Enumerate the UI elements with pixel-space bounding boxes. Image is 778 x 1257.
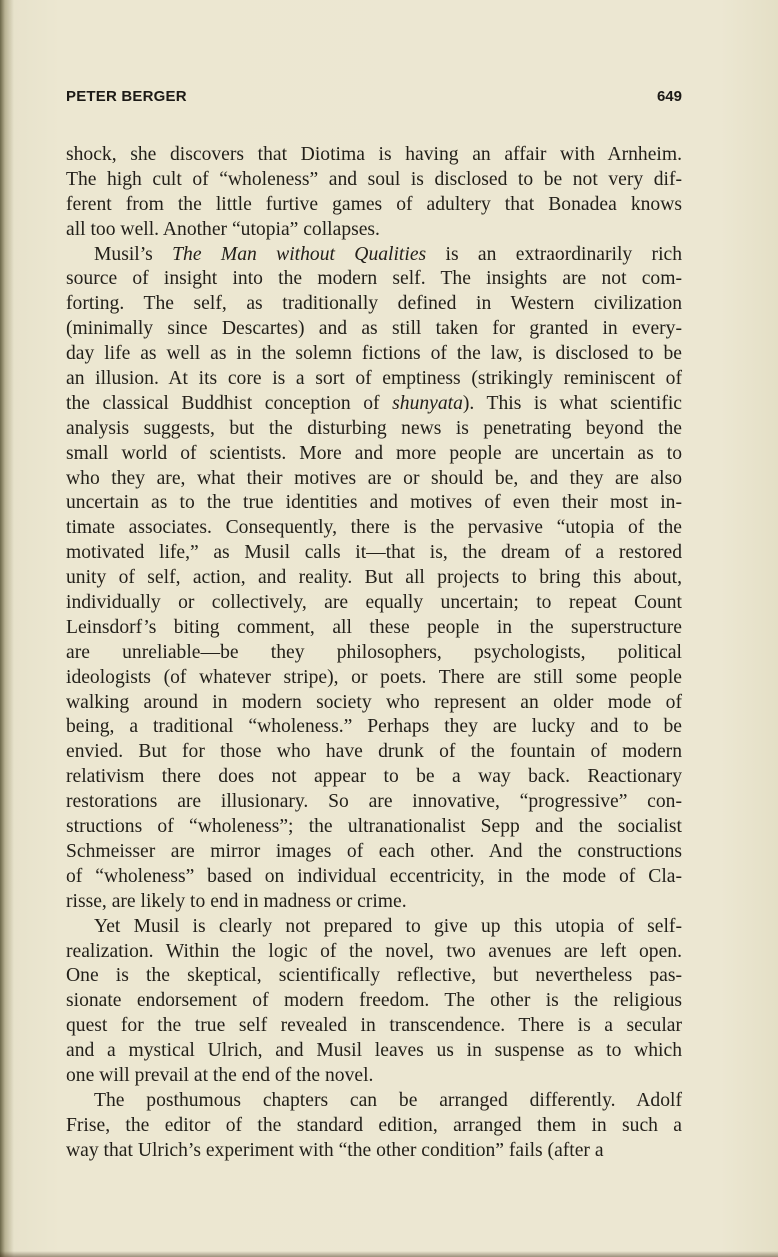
text-line: Frise, the editor of the standard edition, arranged them in such a: [66, 1114, 682, 1136]
text-line: who they are, what their motives are or should be, and they are also: [66, 467, 682, 489]
text-line: The high cult of “wholeness” and soul is disclosed to be not very dif-: [66, 168, 682, 190]
text-line: ferent from the little furtive games of adultery that Bonadea knows: [66, 193, 682, 215]
text-line: all too well. Another “utopia” collapses.: [66, 218, 380, 240]
text-line: sionate endorsement of modern freedom. The other is the religious: [66, 990, 682, 1012]
page-number: 649: [656, 88, 682, 105]
page-edge-shadow: [0, 1251, 778, 1257]
text-line: timate associates. Consequently, there is the pervasive “utopia of the: [66, 517, 682, 539]
body-text: [66, 143, 682, 1164]
text-line: way that Ulrich’s experiment with “the other condition” fails (after a: [66, 1139, 604, 1161]
text-line: source of insight into the modern self. The insights are not com-: [66, 268, 682, 290]
text-line: The posthumous chapters can be arranged differently. Adolf: [94, 1089, 682, 1111]
text-line: one will prevail at the end of the novel.: [66, 1064, 374, 1086]
text-line: Yet Musil is clearly not prepared to give up this utopia of self-: [94, 915, 682, 937]
text-line: Schmeisser are mirror images of each other. And the constructions: [66, 840, 682, 862]
text-line: (minimally since Descartes) and as still taken for granted in every-: [66, 318, 682, 340]
paragraph: [66, 143, 682, 243]
paragraph: [66, 1089, 682, 1164]
text-line: quest for the true self revealed in transcendence. There is a secular: [66, 1015, 682, 1037]
text-line: Musil’s The Man without Qualities is an extraordinarily rich: [94, 243, 683, 265]
text-line: restorations are illusionary. So are innovative, “progressive” con-: [66, 791, 682, 813]
text-line: small world of scientists. More and more people are uncertain as to: [66, 442, 682, 464]
paragraph: [66, 915, 682, 1089]
text-line: walking around in modern society who represent an older mode of: [66, 691, 682, 713]
text-line: day life as well as in the solemn fictions of the law, is disclosed to be: [66, 343, 682, 365]
text-line: structions of “wholeness”; the ultranationalist Sepp and the socialist: [66, 816, 682, 838]
text-line: ideologists (of whatever stripe), or poets. There are still some people: [66, 666, 682, 688]
text-line: relativism there does not appear to be a way back. Reactionary: [66, 766, 682, 788]
text-line: forting. The self, as traditionally defined in Western civilization: [66, 293, 682, 315]
running-head: [66, 88, 682, 110]
text-line: analysis suggests, but the disturbing news is penetrating beyond the: [66, 417, 682, 439]
text-line: being, a traditional “wholeness.” Perhaps they are lucky and to be: [66, 716, 682, 738]
text-line: are unreliable—be they philosophers, psychologists, political: [66, 641, 682, 663]
text-line: risse, are likely to end in madness or crime.: [66, 890, 407, 912]
text-line: motivated life,” as Musil calls it—that is, the dream of a restored: [66, 542, 682, 564]
text-line: uncertain as to the true identities and motives of even their most in-: [66, 492, 682, 514]
text-line: of “wholeness” based on individual eccentricity, in the mode of Cla-: [66, 865, 682, 887]
text-line: Leinsdorf’s biting comment, all these people in the superstructure: [66, 616, 682, 638]
text-line: the classical Buddhist conception of shunyata). This is what scientific: [66, 392, 682, 414]
text-line: realization. Within the logic of the novel, two avenues are left open.: [66, 940, 682, 962]
text-line: envied. But for those who have drunk of the fountain of modern: [66, 741, 682, 763]
text-line: One is the skeptical, scientifically reflective, but nevertheless pas-: [66, 965, 682, 987]
text-line: unity of self, action, and reality. But all projects to bring this about,: [66, 567, 682, 589]
text-line: shock, she discovers that Diotima is having an affair with Arnheim.: [66, 144, 682, 165]
running-head-author: PETER BERGER: [66, 88, 187, 105]
text-line: and a mystical Ulrich, and Musil leaves us in suspense as to which: [66, 1040, 682, 1062]
text-line: individually or collectively, are equally uncertain; to repeat Count: [66, 592, 682, 614]
text-line: an illusion. At its core is a sort of emptiness (strikingly reminiscent of: [66, 368, 682, 390]
paragraph: [66, 243, 682, 915]
